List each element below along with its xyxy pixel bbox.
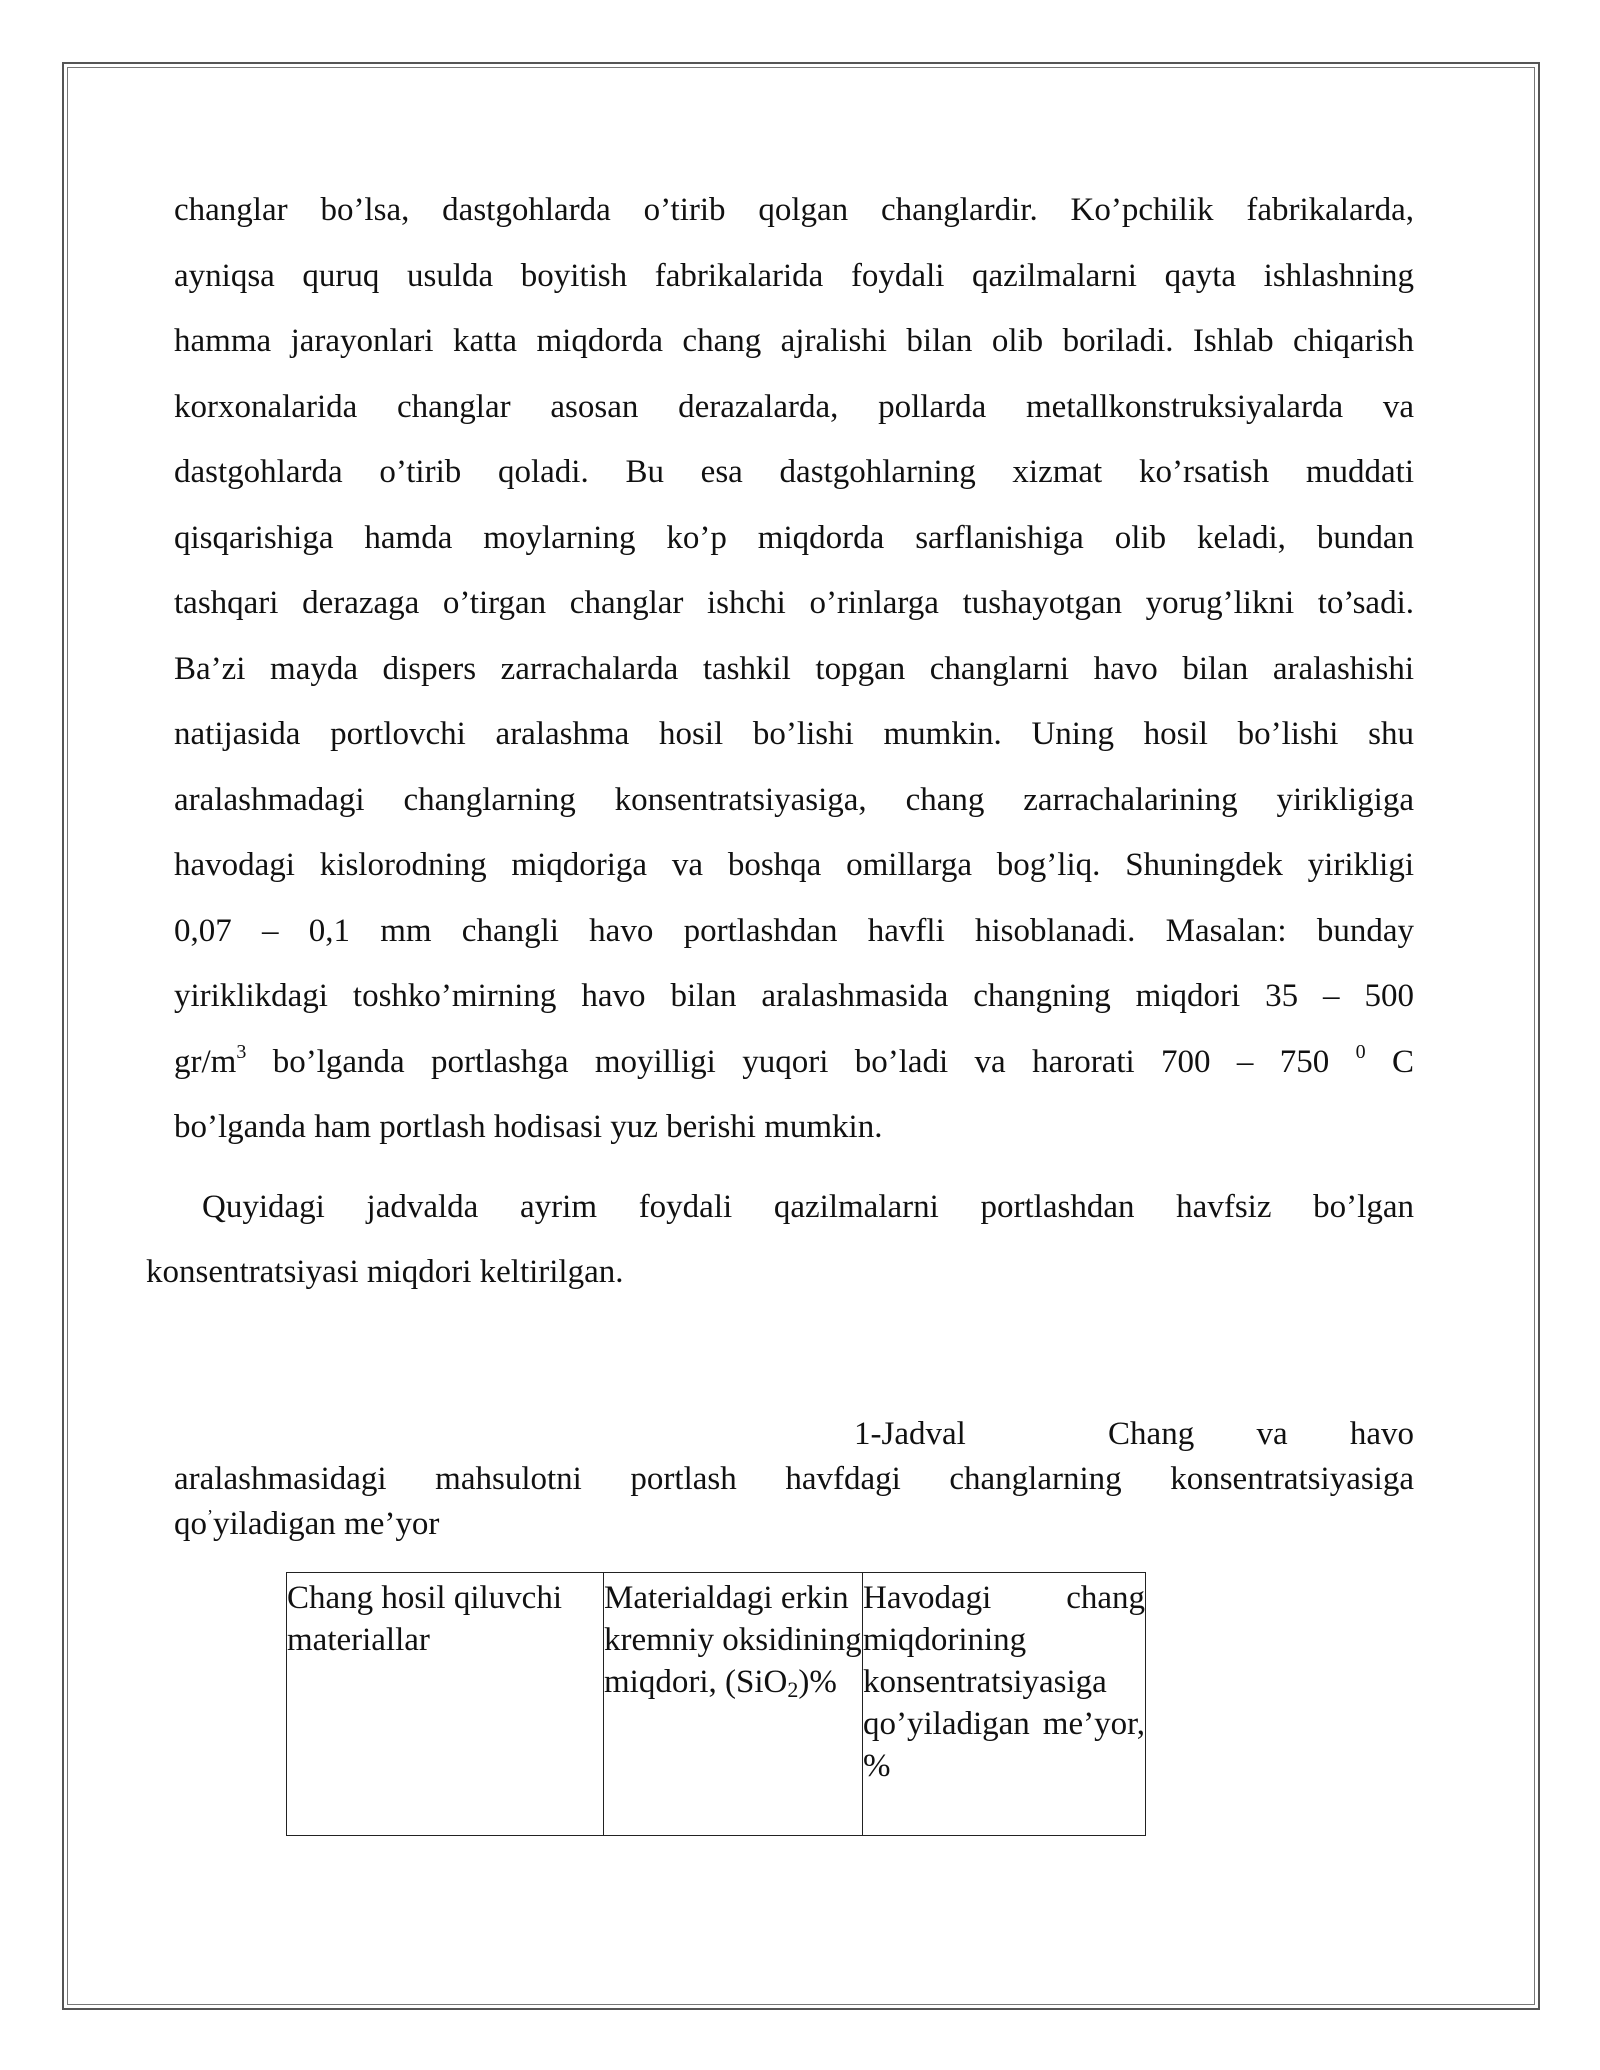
caption-line-1 bbox=[854, 1412, 1414, 1457]
superscript: 3 bbox=[236, 1040, 247, 1063]
text-line: natijasida portlovchi aralashma hosil bo’lishi mumkin. Uning hosil bo’lishi shu bbox=[174, 716, 1414, 752]
text-line: Ba’zi mayda dispers zarrachalarda tashkil topgan changlarni havo bilan aralashishi bbox=[174, 650, 1414, 687]
text-line: yiriklikdagi toshko’mirning havo bilan aralashmasida changning miqdori 35 – 500 bbox=[174, 978, 1414, 1014]
superscript: ’ bbox=[207, 1505, 213, 1526]
text-line: changlar bo’lsa, dastgohlarda o’tirib qolgan changlardir. Ko’pchilik fabrikalarda, bbox=[174, 192, 1414, 228]
table-header-cell: Chang hosil qiluvchi materiallar bbox=[287, 1573, 604, 1836]
paragraph-2 bbox=[146, 1175, 1414, 1306]
text-line: bo’lganda ham portlash hodisasi yuz berishi mumkin. bbox=[174, 1109, 883, 1145]
text-line: 0,07 – 0,1 mm changli havo portlashdan havfli hisoblanadi. Masalan: bunday bbox=[174, 912, 1414, 949]
text-line: hamma jarayonlari katta miqdorda chang ajralishi bilan olib boriladi. Ishlab chiqarish bbox=[174, 323, 1414, 359]
text-fragment: Materialdagi erkin kremniy oksidining miqdori, (SiO bbox=[604, 1580, 862, 1700]
table-header-cell bbox=[604, 1573, 863, 1836]
table-header-row bbox=[287, 1573, 1146, 1836]
text-fragment: C bbox=[1365, 1043, 1414, 1080]
text-fragment: )% bbox=[798, 1664, 837, 1700]
text-fragment: qo bbox=[174, 1505, 207, 1542]
table-header-cell: Havodagi chang miqdorining konsentratsiyasiga qo’yiladigan me’yor, % bbox=[863, 1573, 1146, 1836]
document-body bbox=[146, 178, 1414, 1547]
text-line: Quyidagi jadvalda ayrim foydali qazilmalarni portlashdan havfsiz bo’lgan bbox=[202, 1188, 1414, 1225]
text-line: tashqari derazaga o’tirgan changlar ishchi o’rinlarga tushayotgan yorug’likni to’sadi. bbox=[174, 585, 1414, 621]
table-caption bbox=[174, 1412, 1414, 1547]
text-fragment: yiladigan me’yor bbox=[213, 1505, 440, 1542]
text-line: dastgohlarda o’tirib qoladi. Bu esa dastgohlarning xizmat ko’rsatish muddati bbox=[174, 454, 1414, 490]
caption-line-3 bbox=[174, 1502, 1414, 1547]
text-fragment: bo’lganda portlashga moyilligi yuqori bo’ladi va harorati 700 – 750 bbox=[246, 1043, 1356, 1080]
text-line: konsentratsiyasi miqdori keltirilgan. bbox=[146, 1254, 624, 1290]
subscript: 2 bbox=[787, 1677, 799, 1702]
text-fragment: gr/m bbox=[174, 1043, 237, 1080]
caption-word: Chang bbox=[1108, 1415, 1195, 1452]
caption-word: havo bbox=[1349, 1415, 1414, 1452]
table-label: 1-Jadval bbox=[854, 1415, 966, 1452]
caption-word: va bbox=[1256, 1415, 1288, 1452]
text-line: ayniqsa quruq usulda boyitish fabrikalarida foydali qazilmalarni qayta ishlashning bbox=[174, 257, 1414, 294]
paragraph-1 bbox=[174, 178, 1414, 1161]
text-line: qisqarishiga hamda moylarning ko’p miqdorda sarflanishiga olib keladi, bundan bbox=[174, 519, 1414, 556]
text-line: havodagi kislorodning miqdoriga va boshqa omillarga bog’liq. Shuningdek yirikligi bbox=[174, 847, 1414, 883]
text-line: korxonalarida changlar asosan derazalarda, pollarda metallkonstruksiyalarda va bbox=[174, 388, 1414, 425]
superscript: 0 bbox=[1355, 1040, 1366, 1063]
text-line: aralashmadagi changlarning konsentratsiyasiga, chang zarrachalarining yirikligiga bbox=[174, 781, 1414, 818]
text-line bbox=[174, 1030, 1414, 1096]
caption-line-2: aralashmasidagi mahsulotni portlash havfdagi changlarning konsentratsiyasiga bbox=[174, 1460, 1414, 1497]
data-table bbox=[286, 1572, 1146, 1836]
